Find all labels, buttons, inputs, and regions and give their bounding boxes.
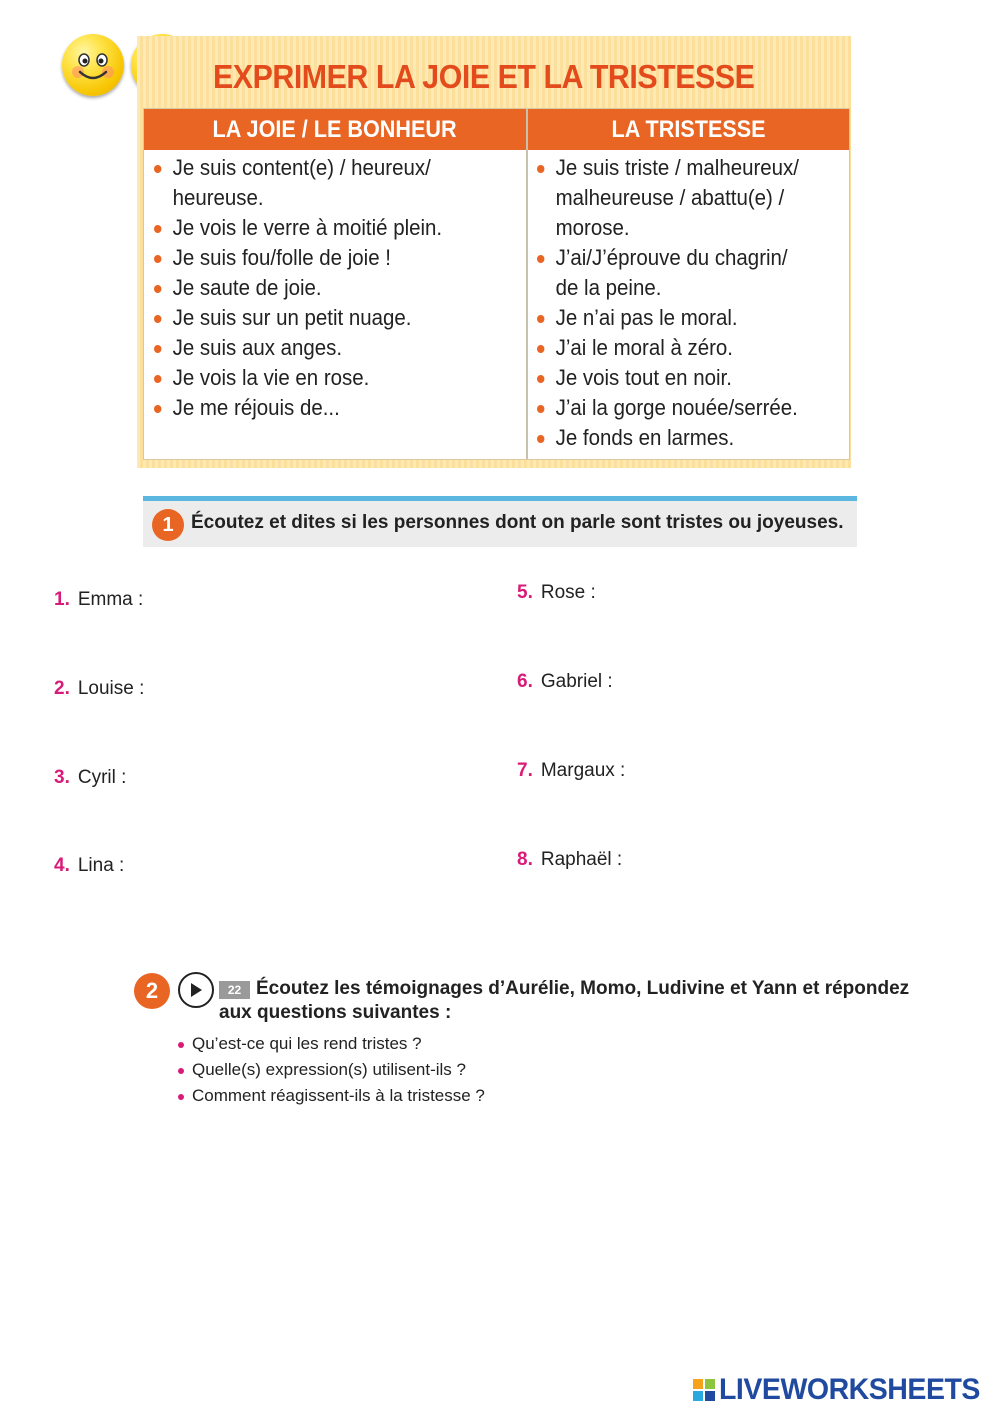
list-item: Je suis triste / malheureux/ bbox=[537, 153, 799, 183]
list-item: J’ai la gorge nouée/serrée. bbox=[537, 393, 799, 423]
list-item: Je suis aux anges. bbox=[154, 333, 442, 363]
list-item: de la peine. bbox=[555, 275, 662, 300]
exercise2-instruction: Écoutez les témoignages d’Aurélie, Momo, Ludivine et Yann et répondez aux questions suivantes : bbox=[219, 978, 910, 1023]
answer-item-rose[interactable]: 5. Rose : bbox=[517, 582, 596, 603]
list-item: Je vois tout en noir. bbox=[537, 363, 799, 393]
list-item: Je me réjouis de... bbox=[154, 393, 442, 423]
list-item: morose. bbox=[555, 215, 630, 240]
list-item: heureuse. bbox=[172, 185, 264, 210]
sadness-column bbox=[537, 153, 819, 453]
exercise2-questions bbox=[178, 1031, 485, 1109]
answer-item-margaux[interactable]: 7. Margaux : bbox=[517, 760, 626, 781]
logo-text: LIVEWORKSHEETS bbox=[719, 1373, 980, 1406]
answer-item-lina[interactable]: 4. Lina : bbox=[54, 855, 125, 876]
expression-table bbox=[143, 108, 850, 460]
question-item: Quelle(s) expression(s) utilisent-ils ? bbox=[178, 1057, 485, 1083]
column-heading-joy: LA JOIE / LE BONHEUR bbox=[144, 109, 526, 150]
audio-track-number: 22 bbox=[219, 981, 250, 999]
happy-smiley-icon bbox=[62, 34, 124, 96]
exercise1-instruction: Écoutez et dites si les personnes dont on parle sont tristes ou joyeuses. bbox=[191, 512, 844, 533]
answer-item-raphael[interactable]: 8. Raphaël : bbox=[517, 849, 623, 870]
column-divider bbox=[526, 109, 528, 459]
column-heading-sadness: LA TRISTESSE bbox=[528, 109, 849, 150]
list-item: Je saute de joie. bbox=[154, 273, 442, 303]
liveworksheets-logo bbox=[693, 1373, 994, 1407]
play-icon[interactable] bbox=[178, 972, 214, 1008]
joy-column bbox=[154, 153, 464, 423]
answer-item-cyril[interactable]: 3. Cyril : bbox=[54, 767, 127, 788]
list-item: malheureuse / abattu(e) / bbox=[555, 185, 785, 210]
answer-item-louise[interactable]: 2. Louise : bbox=[54, 678, 145, 699]
answer-item-gabriel[interactable]: 6. Gabriel : bbox=[517, 671, 613, 692]
list-item: Je fonds en larmes. bbox=[537, 423, 799, 453]
liveworksheets-logo-icon bbox=[693, 1379, 715, 1401]
list-item: Je n’ai pas le moral. bbox=[537, 303, 799, 333]
answer-item-emma[interactable]: 1. Emma : bbox=[54, 589, 144, 610]
list-item: Je suis fou/folle de joie ! bbox=[154, 243, 442, 273]
list-item: J’ai/J’éprouve du chagrin/ bbox=[537, 243, 799, 273]
list-item: J’ai le moral à zéro. bbox=[537, 333, 799, 363]
box-title: EXPRIMER LA JOIE ET LA TRISTESSE bbox=[213, 58, 755, 95]
list-item: Je suis sur un petit nuage. bbox=[154, 303, 442, 333]
exercise1-number: 1 bbox=[152, 509, 184, 541]
exercise2-number: 2 bbox=[134, 973, 170, 1009]
list-item: Je vois le verre à moitié plein. bbox=[154, 213, 442, 243]
list-item: Je suis content(e) / heureux/ bbox=[154, 153, 442, 183]
question-item: Comment réagissent-ils à la tristesse ? bbox=[178, 1083, 485, 1109]
question-item: Qu’est-ce qui les rend tristes ? bbox=[178, 1031, 485, 1057]
list-item: Je vois la vie en rose. bbox=[154, 363, 442, 393]
